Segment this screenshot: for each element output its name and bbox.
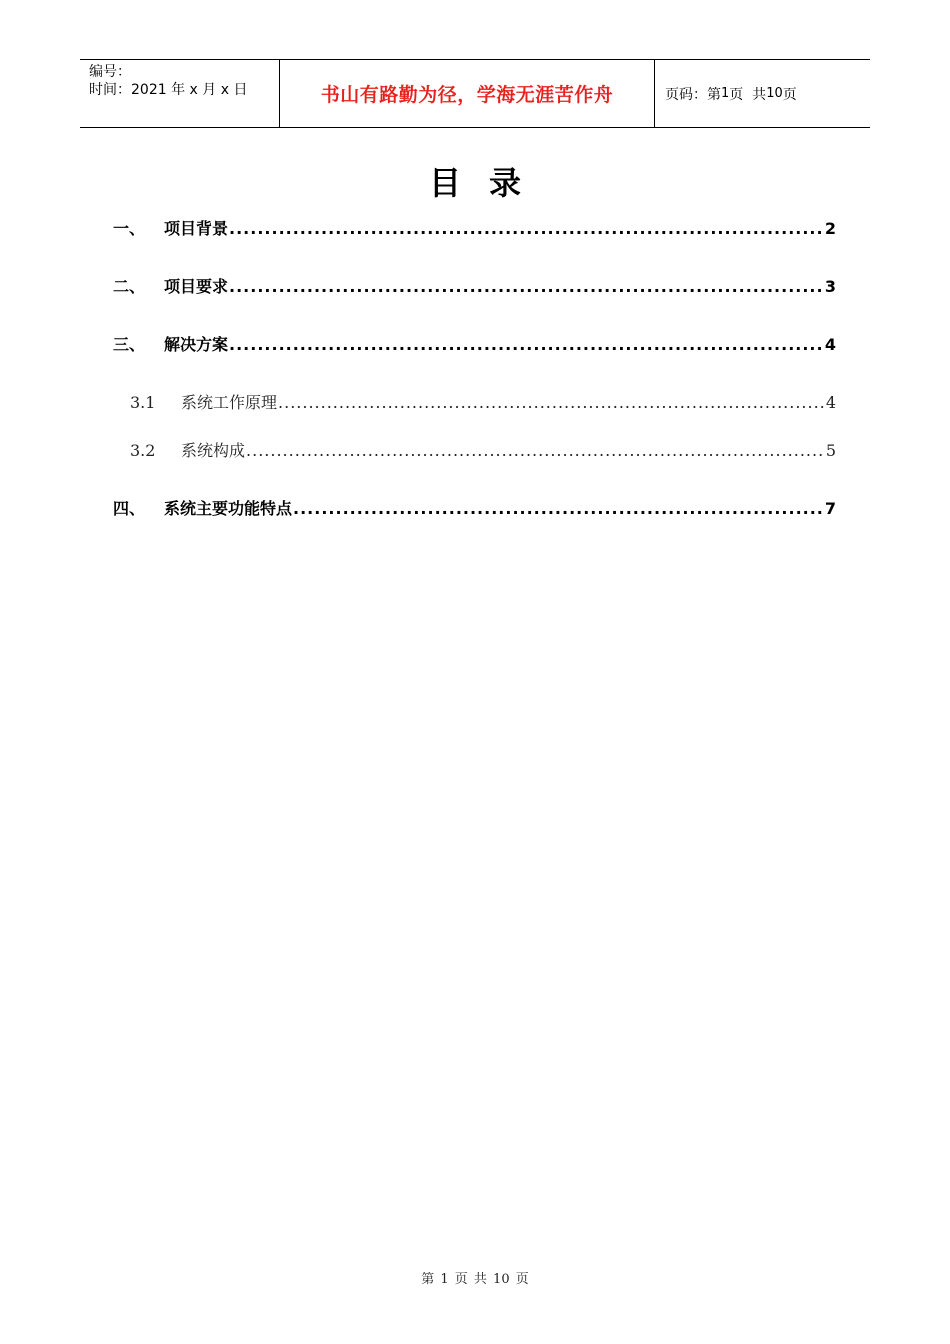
- toc-entry-working-principle[interactable]: [130, 390, 836, 413]
- header-meta: [80, 60, 280, 127]
- page-header: [80, 59, 870, 128]
- toc-leader-dots: [229, 335, 824, 354]
- toc-entry-label: 项目背景: [164, 219, 229, 238]
- header-page-info: [655, 60, 870, 127]
- toc-entry-page: 7: [824, 499, 836, 518]
- toc-entry-number: 二、: [113, 277, 146, 296]
- toc-entry-page: 4: [825, 393, 836, 412]
- toc-entry-number: 3.1: [130, 393, 156, 412]
- toc-leader-dots: [278, 393, 825, 412]
- toc-entry-label: 系统构成: [181, 441, 246, 460]
- toc-leader-dots: [229, 277, 824, 296]
- toc-entry-system-composition[interactable]: [130, 438, 836, 461]
- toc-entry-main-features[interactable]: [113, 496, 836, 519]
- toc-entry-project-background[interactable]: [113, 216, 836, 239]
- toc-entry-label: 系统主要功能特点: [164, 499, 293, 518]
- toc-leader-dots: [229, 219, 824, 238]
- toc-entry-number: 3.2: [130, 441, 156, 460]
- document-time-label: 时间：2021 年 x 月 x 日: [89, 82, 248, 98]
- document-number-label: 编号：: [89, 64, 131, 80]
- page-total: 10: [766, 86, 783, 101]
- page-label-end: 页: [782, 86, 797, 103]
- toc-entry-page: 3: [824, 277, 836, 296]
- toc-entry-label: 系统工作原理: [181, 393, 278, 412]
- toc-entry-number: 一、: [113, 219, 146, 238]
- toc-entry-label: 解决方案: [164, 335, 229, 354]
- toc-entry-page: 5: [825, 441, 836, 460]
- toc-entry-page: 2: [824, 219, 836, 238]
- page-label-mid: 页 共: [729, 86, 767, 103]
- toc-leader-dots: [246, 441, 825, 460]
- page-footer: 第 1 页 共 10 页: [421, 1272, 529, 1287]
- toc-leader-dots: [293, 499, 824, 518]
- toc-entry-label: 项目要求: [164, 277, 229, 296]
- toc-entry-number: 三、: [113, 335, 146, 354]
- page-label-prefix: 页码：第: [665, 86, 721, 103]
- header-motto: 书山有路勤为径，学海无涯苦作舟: [280, 60, 655, 127]
- toc-entry-project-requirements[interactable]: [113, 274, 836, 297]
- page-current: 1: [721, 86, 730, 101]
- toc-entry-page: 4: [824, 335, 836, 354]
- toc-title: 目录: [428, 164, 549, 202]
- toc-entry-number: 四、: [113, 499, 146, 518]
- toc-entry-solution[interactable]: [113, 332, 836, 355]
